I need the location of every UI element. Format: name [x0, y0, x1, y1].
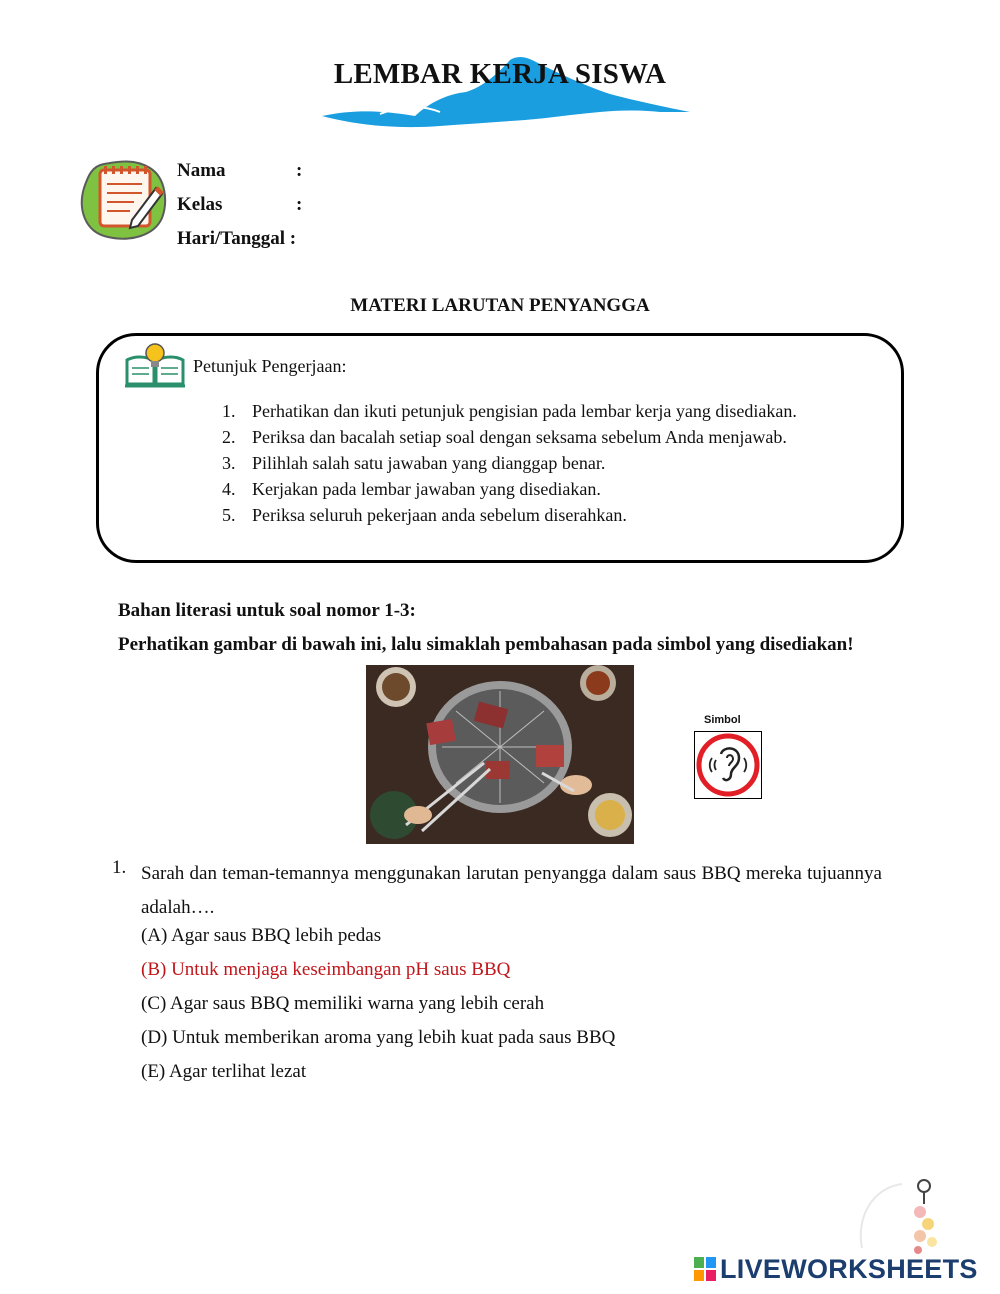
identity-separator: :: [296, 160, 303, 181]
instruction-item: [222, 476, 840, 502]
instruction-text: Perhatikan dan ikuti petunjuk pengisian pada lembar kerja yang disediakan.: [252, 401, 797, 421]
identity-label: Nama: [177, 160, 226, 181]
materi-title: MATERI LARUTAN PENYANGGA: [350, 295, 650, 316]
instruction-number: 4.: [222, 479, 236, 499]
page-title: LEMBAR KERJA SISWA: [333, 58, 667, 90]
answer-option-e[interactable]: (E) Agar terlihat lezat: [141, 1061, 307, 1082]
answer-option-b[interactable]: (B) Untuk menjaga keseimbangan pH saus BBQ: [141, 959, 511, 980]
listen-ear-icon[interactable]: [695, 732, 761, 798]
book-lightbulb-icon: [124, 342, 186, 388]
instruction-number: 3.: [222, 453, 236, 473]
identity-label: Kelas: [177, 194, 223, 215]
instruction-text: Kerjakan pada lembar jawaban yang disediakan.: [252, 479, 601, 499]
instruction-item: [222, 424, 840, 450]
literacy-heading: Bahan literasi untuk soal nomor 1-3:: [118, 600, 416, 621]
identity-row-date: [177, 228, 296, 250]
identity-separator: :: [296, 194, 303, 215]
instruction-item: [222, 450, 840, 476]
identity-separator: :: [289, 228, 297, 249]
answer-option-a[interactable]: (A) Agar saus BBQ lebih pedas: [141, 925, 382, 946]
answer-option-d[interactable]: (D) Untuk memberikan aroma yang lebih kuat pada saus BBQ: [141, 1027, 616, 1048]
literacy-instruction: Perhatikan gambar di bawah ini, lalu simaklah pembahasan pada simbol yang disediakan!: [118, 634, 854, 655]
question-number: 1.: [112, 857, 127, 878]
liveworksheets-logo: [694, 1254, 978, 1284]
instruction-title: Petunjuk Pengerjaan:: [193, 356, 347, 376]
instruction-number: 5.: [222, 505, 236, 525]
instruction-number: 2.: [222, 427, 236, 447]
notebook-pencil-icon: [74, 158, 170, 240]
identity-label: Hari/Tanggal: [177, 228, 286, 249]
instruction-text: Pilihlah salah satu jawaban yang dianggap benar.: [252, 453, 606, 473]
identity-row-class: [177, 194, 302, 216]
instruction-item: [222, 398, 840, 424]
instruction-number: 1.: [222, 401, 236, 421]
liveworksheets-brand-text: LIVEWORKSHEETS: [720, 1254, 978, 1284]
liveworksheets-badge-icon: [694, 1257, 716, 1281]
identity-row-name: [177, 160, 302, 182]
answer-option-c[interactable]: (C) Agar saus BBQ memiliki warna yang lebih cerah: [141, 993, 545, 1014]
instruction-text: Periksa dan bacalah setiap soal dengan seksama sebelum Anda menjawab.: [252, 427, 787, 447]
lightbulb-mascot-icon: [852, 1178, 942, 1258]
bbq-grill-photo: [366, 665, 634, 844]
symbol-frame: [694, 731, 762, 799]
instruction-item: [222, 502, 840, 528]
symbol-caption: Simbol: [704, 714, 741, 726]
instruction-list: [222, 398, 840, 528]
question-text: Sarah dan teman-temannya menggunakan larutan penyangga dalam saus BBQ mereka tujuannya adalah….: [141, 863, 882, 918]
instruction-text: Periksa seluruh pekerjaan anda sebelum diserahkan.: [252, 505, 627, 525]
